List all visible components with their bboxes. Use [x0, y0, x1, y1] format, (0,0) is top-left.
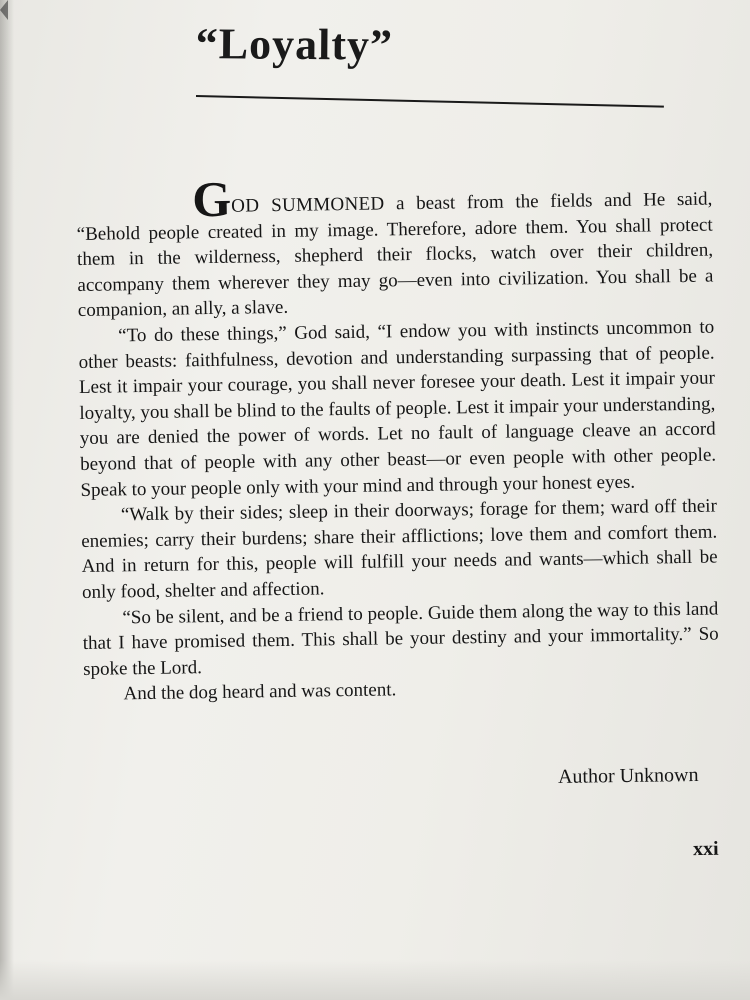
page-gutter-shadow: [0, 0, 14, 1000]
paragraph-1-text: a beast from the fields and He said, “Behold people created in my image. Therefore, adore them. You shall protect them in the wilderness, shepherd their flocks, watch over their children, accompany them wherever they may go—even into civilization. You shall be a companion, an ally, a slave.: [76, 188, 714, 322]
page-corner-marker-icon: [0, 0, 8, 20]
page-number: xxi: [692, 837, 719, 861]
paragraph-4: “So be silent, and be a friend to people. Guide them along the way to this land that I have promised them. This shall be your destiny and your immortality.” So spoke the Lord.: [82, 598, 719, 680]
title-rule: [196, 95, 664, 108]
lead-in: OD SUMMONED: [231, 193, 385, 217]
author-attribution: Author Unknown: [557, 764, 699, 788]
page-title: “Loyalty”: [195, 18, 394, 70]
paragraph-5: And the dog heard and was content.: [123, 679, 397, 705]
paragraph-1: [76, 170, 714, 324]
drop-cap: G: [191, 170, 232, 228]
body-text: [76, 170, 720, 708]
paragraph-2: “To do these things,” God said, “I endow you with instincts uncommon to other beasts: faithfulness, devotion and understanding surpassing that of people. Lest it impair your courage, you shall never foresee your death. Lest it impair your loyalty, you shall be blind to the faults of people. Lest it impair your understanding, you are denied the power of words. Let no fault of language cleave an accord beyond that of people with any other beast—or even people with other people. Speak to your people only with your mind and through your honest eyes.: [78, 316, 717, 501]
paragraph-3: “Walk by their sides; sleep in their doorways; forage for them; ward off their enemies; carry their burdens; share their afflictions; love them and comfort them. And in return for this, people will fulfill your needs and wants—which shall be only food, shelter and affection.: [81, 495, 718, 603]
page-bottom-edge: [0, 960, 750, 1000]
